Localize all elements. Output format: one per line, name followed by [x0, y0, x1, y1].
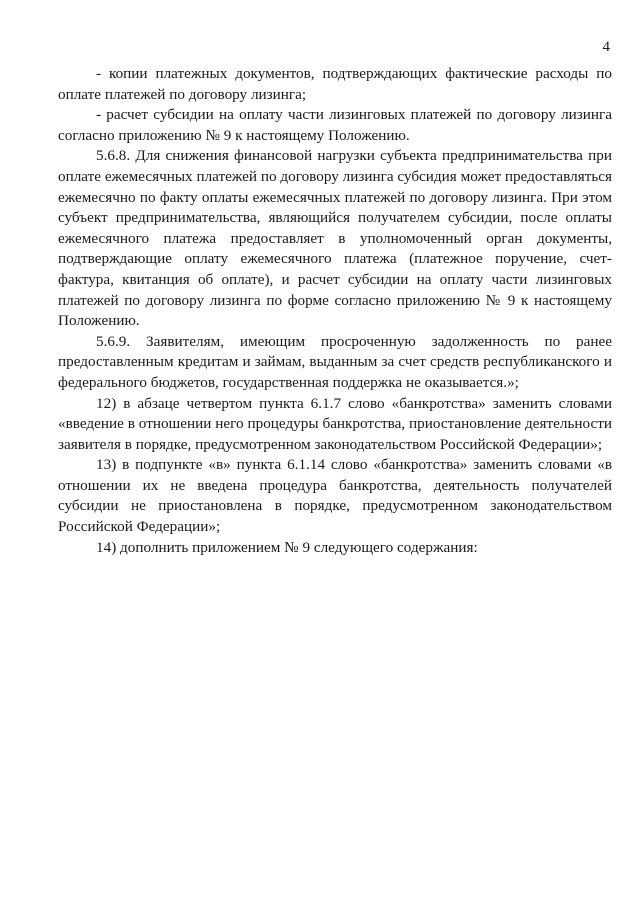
page-number: 4 — [602, 39, 610, 55]
paragraph-payment-copies: - копии платежных документов, подтверждающих фактические расходы по оплате платежей по договору лизинга; — [58, 65, 612, 103]
paragraph-item-13: 13) в подпункте «в» пункта 6.1.14 слово «банкротства» заменить словами «в отношении их не введена процедура банкротства, деятельность получателей субсидии не приостановлена в порядке, предусмотренном законодательством Российской Федерации»; — [58, 456, 612, 536]
paragraph-subsidy-calculation: - расчет субсидии на оплату части лизинговых платежей по договору лизинга согласно приложению № 9 к настоящему Положению. — [58, 106, 612, 144]
paragraph-5-6-8: 5.6.8. Для снижения финансовой нагрузки субъекта предпринимательства при оплате ежемесячных платежей по договору лизинга субсидия может предоставляться ежемесячно по факту оплаты ежемесячных платежей по договору лизинга. При этом субъект предпринимательства, являющийся получателем субсидии, после оплаты ежемесячного платежа предоставляет в уполномоченный орган документы, подтверждающие оплату ежемесячного платежа (платежное поручение, счет-фактура, квитанция об оплате), и расчет субсидии на оплату части лизинговых платежей по договору лизинга по форме согласно приложению № 9 к настоящему Положению. — [58, 147, 612, 330]
paragraph-item-14: 14) дополнить приложением № 9 следующего содержания: — [96, 538, 478, 556]
paragraph-item-12: 12) в абзаце четвертом пункта 6.1.7 слово «банкротства» заменить словами «введение в отношении него процедуры банкротства, приостановление деятельности заявителя в порядке, предусмотренном законодательством Российской Федерации»; — [58, 394, 612, 453]
document-body — [58, 64, 612, 558]
paragraph-5-6-9: 5.6.9. Заявителям, имеющим просроченную задолженность по ранее предоставленным кредитам и займам, выданным за счет средств республиканского и федерального бюджетов, государственная поддержка не оказывается.»; — [58, 332, 612, 391]
